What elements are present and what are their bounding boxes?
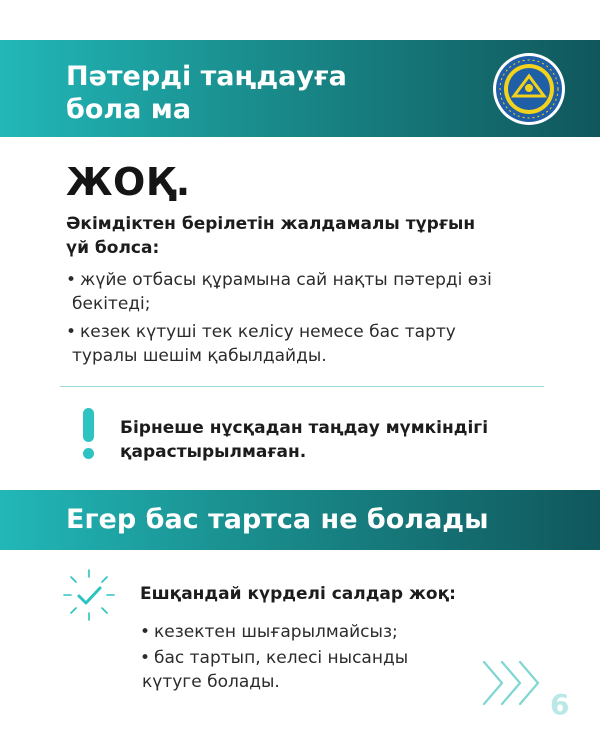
- check-sparkle-icon: [62, 568, 116, 622]
- list-item-text-cont: туралы шешім қабылдайды.: [72, 346, 327, 366]
- list-item-text: кезектен шығарылмайсыз;: [154, 622, 398, 642]
- notice-text: [120, 416, 540, 464]
- list-item: [140, 646, 470, 694]
- exclamation-icon: [80, 408, 98, 460]
- chevrons-right-icon: [480, 658, 548, 708]
- list-item-text: бас тартып, келесі нысанды: [154, 648, 409, 668]
- section2-subheading: Ешқандай күрделі салдар жоқ:: [140, 584, 456, 604]
- section2-list: [140, 620, 470, 696]
- list-item: [140, 620, 470, 644]
- section1-subheading-line1: Әкімдіктен берілетін жалдамалы тұрғын: [66, 214, 476, 234]
- section1-list: [66, 268, 546, 372]
- section1-subheading-line2: үй болса:: [66, 238, 160, 258]
- list-item-text-cont: бекітеді;: [72, 294, 151, 314]
- page-title: [66, 60, 406, 126]
- page-number: 6: [550, 688, 570, 721]
- emblem-logo-icon: [492, 52, 566, 126]
- list-item-text: кезек күтуші тек келісу немесе бас тарту: [80, 322, 456, 342]
- list-item-text: жүйе отбасы құрамына сай нақты пәтерді өзі: [80, 270, 492, 290]
- bullet: •: [140, 622, 151, 642]
- page-title-line1: Пәтерді таңдауға: [66, 61, 347, 92]
- page-title-line2: бола ма: [66, 94, 192, 125]
- notice-line2: қарастырылмаған.: [120, 442, 307, 462]
- divider: [60, 386, 544, 387]
- section1-subheading: [66, 212, 526, 260]
- bullet: •: [66, 322, 77, 342]
- answer-heading: ЖОҚ.: [66, 160, 191, 204]
- list-item: [66, 268, 546, 316]
- notice-line1: Бірнеше нұсқадан таңдау мүмкіндігі: [120, 418, 489, 438]
- list-item-text-cont: күтуге болады.: [142, 672, 280, 692]
- section2-title: Егер бас тартса не болады: [66, 504, 489, 535]
- list-item: [66, 320, 546, 368]
- bullet: •: [66, 270, 77, 290]
- bullet: •: [140, 648, 151, 668]
- section2-banner: [0, 490, 600, 550]
